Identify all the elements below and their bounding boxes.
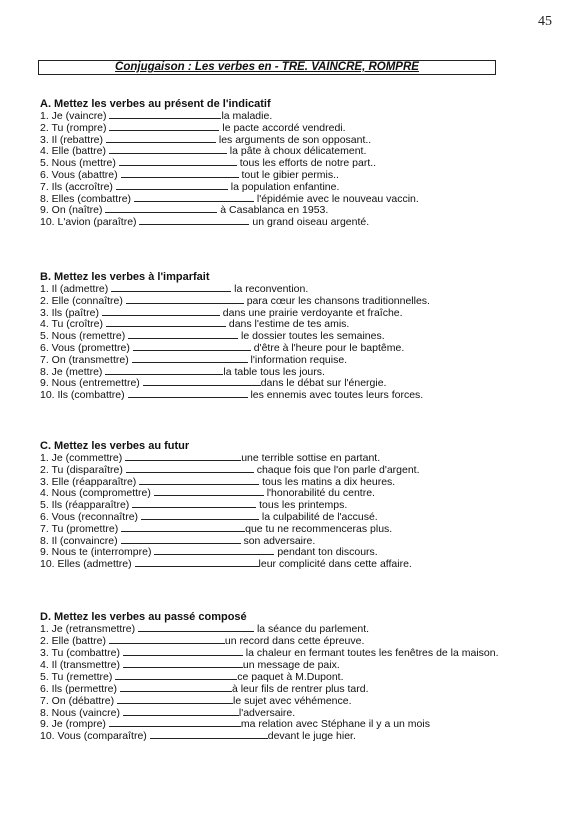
exercise-line: 2. Elle (battre) un record dans cette épreuve.: [40, 634, 365, 647]
exercise-line: 7. Ils (accroître) la population enfantine.: [40, 180, 340, 193]
exercise-line: 8. Nous (vaincre) l'adversaire.: [40, 706, 296, 719]
exercise-line: 6. Vous (abattre) tout le gibier permis..: [40, 168, 339, 181]
section-heading: A. Mettez les verbes au présent de l'indicatif: [40, 98, 271, 110]
section-c: [40, 440, 560, 570]
exercise-line: 1. Je (vaincre) la maladie.: [40, 110, 273, 122]
exercise-line: 5. Ils (réapparaître) tous les printemps.: [40, 499, 348, 512]
exercise-line: 9. Nous (entremettre) dans le débat sur l'énergie.: [40, 377, 387, 390]
page-number: 45: [538, 14, 552, 29]
exercise-line: 9. Nous te (interrompre) pendant ton discours.: [40, 546, 378, 559]
exercise-line: 7. On (transmettre) l'information requise.: [40, 353, 348, 366]
exercise-line: 6. Vous (reconnaître) la culpabilité de l'accusé.: [40, 510, 378, 523]
section-heading: B. Mettez les verbes à l'imparfait: [40, 271, 210, 283]
section-b: [40, 271, 560, 401]
exercise-line: 2. Tu (disparaître) chaque fois que l'on parle d'argent.: [40, 463, 420, 476]
exercise-line: 4. Tu (croître) dans l'estime de tes amis.: [40, 318, 350, 331]
section-heading: C. Mettez les verbes au futur: [40, 440, 190, 452]
section-d: [40, 611, 560, 742]
exercise-line: 3. Tu (combattre) la chaleur en fermant toutes les fenêtres de la maison.: [40, 646, 499, 659]
exercise-line: 5. Nous (remettre) le dossier toutes les semaines.: [40, 330, 385, 343]
title-box: [38, 60, 496, 75]
exercise-line: 5. Tu (remettre) ce paquet à M.Dupont.: [40, 671, 344, 684]
exercise-line: 3. Ils (paître) dans une prairie verdoyante et fraîche.: [40, 306, 403, 319]
exercise-line: 4. Nous (compromettre) l'honorabilité du centre.: [40, 487, 375, 500]
exercise-line: 3. Il (rebattre) les arguments de son opposant..: [40, 133, 372, 146]
exercise-line: 7. Tu (promettre) que tu ne recommenceras plus.: [40, 522, 393, 535]
exercise-line: 8. Je (mettre) la table tous les jours.: [40, 365, 325, 378]
exercise-line: 7. On (débattre) le sujet avec véhémence.: [40, 694, 352, 707]
exercise-line: 6. Vous (promettre) d'être à l'heure pour le baptême.: [40, 341, 405, 354]
exercise-line: 9. Je (rompre) ma relation avec Stéphane il y a un mois: [40, 718, 430, 731]
exercise-line: 6. Ils (permettre) à leur fils de rentrer plus tard.: [40, 682, 369, 695]
exercise-line: 4. Elle (battre) la pâte à choux délicatement.: [40, 145, 367, 158]
exercise-line: 5. Nous (mettre) tous les efforts de notre part..: [40, 157, 377, 170]
exercise-line: 8. Elles (combattre) l'épidémie avec le nouveau vaccin.: [40, 192, 419, 205]
exercise-line: 1. Je (retransmettre) la séance du parlement.: [40, 623, 370, 635]
section-a: [40, 98, 560, 228]
exercise-line: 10. Ils (combattre) les ennemis avec toutes leurs forces.: [40, 389, 424, 402]
exercise-line: 10. Elles (admettre) leur complicité dans cette affaire.: [40, 558, 412, 571]
exercise-line: 9. On (naître) à Casablanca en 1953.: [40, 204, 329, 217]
exercise-line: 2. Elle (connaître) para cœur les chansons traditionnelles.: [40, 294, 430, 307]
exercise-line: 8. Il (convaincre) son adversaire.: [40, 534, 316, 547]
exercise-line: 1. Il (admettre) la reconvention.: [40, 283, 309, 295]
exercise-line: 2. Tu (rompre) le pacte accordé vendredi.: [40, 121, 346, 134]
page-title: Conjugaison : Les verbes en - TRE. VAINCRE, ROMPRE: [115, 61, 419, 73]
exercise-line: 10. Vous (comparaître) devant le juge hier.: [40, 730, 356, 743]
exercise-line: 4. Il (transmettre) un message de paix.: [40, 659, 340, 672]
section-heading: D. Mettez les verbes au passé composé: [40, 611, 247, 623]
exercise-line: 10. L'avion (paraître) un grand oiseau argenté.: [40, 216, 370, 229]
exercise-line: 1. Je (commettre) une terrible sottise en partant.: [40, 452, 381, 464]
exercise-line: 3. Elle (réapparaître) tous les matins a dix heures.: [40, 475, 396, 488]
